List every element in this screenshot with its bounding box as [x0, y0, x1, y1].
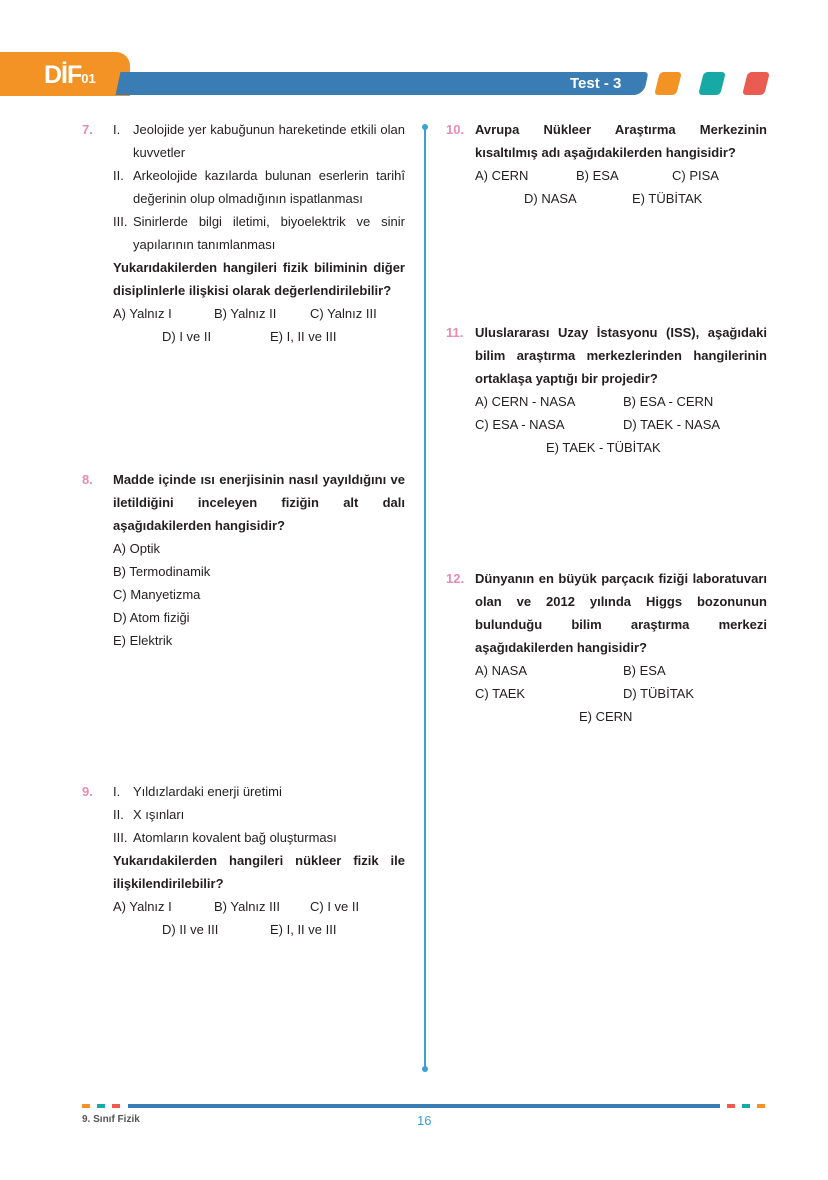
- question-number: 7.: [82, 122, 93, 137]
- question-number: 11.: [446, 325, 464, 340]
- options-row: [475, 187, 767, 210]
- teal-chip: [698, 72, 726, 95]
- divider-dot-bottom: [422, 1066, 428, 1072]
- option-b[interactable]: B) Yalnız II: [214, 306, 277, 321]
- option-a[interactable]: A) CERN: [475, 168, 529, 183]
- option-c[interactable]: C) Manyetizma: [113, 587, 201, 602]
- footer-dash: [742, 1104, 750, 1108]
- question-stem: Yukarıdakilerden hangileri fizik biliminin diğer disiplinlerle ilişkisi olarak değerlendirilebilir?: [113, 260, 405, 298]
- statement: III. Atomların kovalent bağ oluşturması: [113, 830, 337, 845]
- option-d[interactable]: D) II ve III: [162, 922, 219, 937]
- question-10: [475, 118, 767, 210]
- test-title: Test - 3: [570, 75, 622, 92]
- option-d[interactable]: D) I ve II: [162, 329, 212, 344]
- statement: III. Sinirlerde bilgi iletimi, biyoelektrik ve sinir yapılarının tanımlanması: [113, 214, 405, 252]
- statement: II. X ışınları: [113, 807, 185, 822]
- options-row: [475, 436, 767, 459]
- question-12: [475, 567, 767, 728]
- options-row: [475, 682, 767, 705]
- options-row: [113, 629, 405, 652]
- logo: [44, 61, 96, 90]
- option-b[interactable]: B) ESA: [576, 168, 619, 183]
- option-a[interactable]: A) Yalnız I: [113, 899, 172, 914]
- question-number: 8.: [82, 472, 93, 487]
- option-e[interactable]: E) Elektrik: [113, 633, 173, 648]
- column-divider: [424, 127, 426, 1069]
- footer-dash: [727, 1104, 735, 1108]
- option-b[interactable]: B) ESA - CERN: [623, 394, 714, 409]
- option-c[interactable]: C) TAEK: [475, 686, 526, 701]
- option-d[interactable]: D) TÜBİTAK: [623, 686, 695, 701]
- options-row: [113, 895, 405, 918]
- question-9: [113, 780, 405, 941]
- question-stem: Yukarıdakilerden hangileri nükleer fizik ile ilişkilendirilebilir?: [113, 853, 405, 891]
- options-row: [113, 560, 405, 583]
- option-b[interactable]: B) Yalnız III: [214, 899, 280, 914]
- option-e[interactable]: E) I, II ve III: [270, 922, 337, 937]
- footer-line: [128, 1104, 720, 1108]
- option-a[interactable]: A) CERN - NASA: [475, 394, 576, 409]
- options-row: [113, 537, 405, 560]
- option-b[interactable]: B) ESA: [623, 663, 666, 678]
- option-d[interactable]: D) Atom fiziği: [113, 610, 190, 625]
- question-7: [113, 118, 405, 348]
- footer-dash: [757, 1104, 765, 1108]
- options-row: [113, 583, 405, 606]
- option-d[interactable]: D) NASA: [524, 191, 577, 206]
- option-e[interactable]: E) CERN: [579, 709, 633, 724]
- option-c[interactable]: C) PISA: [672, 168, 719, 183]
- option-e[interactable]: E) TÜBİTAK: [632, 191, 703, 206]
- statement: II. Arkeolojide kazılarda bulunan eserlerin tarihî değerinin olup olmadığının ispatlanması: [113, 168, 405, 206]
- header-bar: [116, 72, 649, 95]
- statement: I. Jeolojide yer kabuğunun hareketinde etkili olan kuvvetler: [113, 122, 405, 160]
- question-stem: Uluslararası Uzay İstasyonu (ISS), aşağıdaki bilim araştırma merkezlerinden hangilerinin ortaklaşa yaptığı bir projedir?: [475, 325, 767, 386]
- logo-sub: 01: [81, 71, 96, 86]
- option-e[interactable]: E) TAEK - TÜBİTAK: [546, 440, 661, 455]
- option-c[interactable]: C) ESA - NASA: [475, 417, 565, 432]
- options-row: [475, 705, 767, 728]
- course-name: 9. Sınıf Fizik: [82, 1114, 140, 1125]
- footer-dash: [112, 1104, 120, 1108]
- options-row: [475, 390, 767, 413]
- option-c[interactable]: C) Yalnız III: [310, 306, 377, 321]
- option-e[interactable]: E) I, II ve III: [270, 329, 337, 344]
- logo-text: DİF: [44, 61, 82, 89]
- options-row: [113, 325, 405, 348]
- question-stem: Dünyanın en büyük parçacık fiziği laboratuvarı olan ve 2012 yılında Higgs bozonunun bulunduğu bilim araştırma merkezi aşağıdakilerden hangisidir?: [475, 571, 767, 655]
- statement: I. Yıldızlardaki enerji üretimi: [113, 784, 282, 799]
- question-number: 12.: [446, 571, 465, 586]
- options-row: [475, 164, 767, 187]
- question-8: [113, 468, 405, 652]
- question-11: [475, 321, 767, 459]
- option-a[interactable]: A) Yalnız I: [113, 306, 172, 321]
- options-row: [113, 918, 405, 941]
- option-c[interactable]: C) I ve II: [310, 899, 360, 914]
- option-d[interactable]: D) TAEK - NASA: [623, 417, 721, 432]
- option-a[interactable]: A) Optik: [113, 541, 160, 556]
- option-b[interactable]: B) Termodinamik: [113, 564, 211, 579]
- red-chip: [742, 72, 770, 95]
- options-row: [113, 606, 405, 629]
- footer-dash: [97, 1104, 105, 1108]
- question-stem: Madde içinde ısı enerjisinin nasıl yayıldığını ve iletildiğini inceleyen fiziğin alt dalı aşağıdakilerden hangisidir?: [113, 472, 405, 533]
- question-number: 10.: [446, 122, 465, 137]
- question-number: 9.: [82, 784, 93, 799]
- option-a[interactable]: A) NASA: [475, 663, 528, 678]
- options-row: [475, 659, 767, 682]
- footer-dash: [82, 1104, 90, 1108]
- page-number: 16: [417, 1113, 432, 1128]
- question-stem: Avrupa Nükleer Araştırma Merkezinin kısaltılmış adı aşağıdakilerden hangisidir?: [475, 122, 767, 160]
- orange-chip: [654, 72, 682, 95]
- options-row: [113, 302, 405, 325]
- divider-dot-top: [422, 124, 428, 130]
- options-row: [475, 413, 767, 436]
